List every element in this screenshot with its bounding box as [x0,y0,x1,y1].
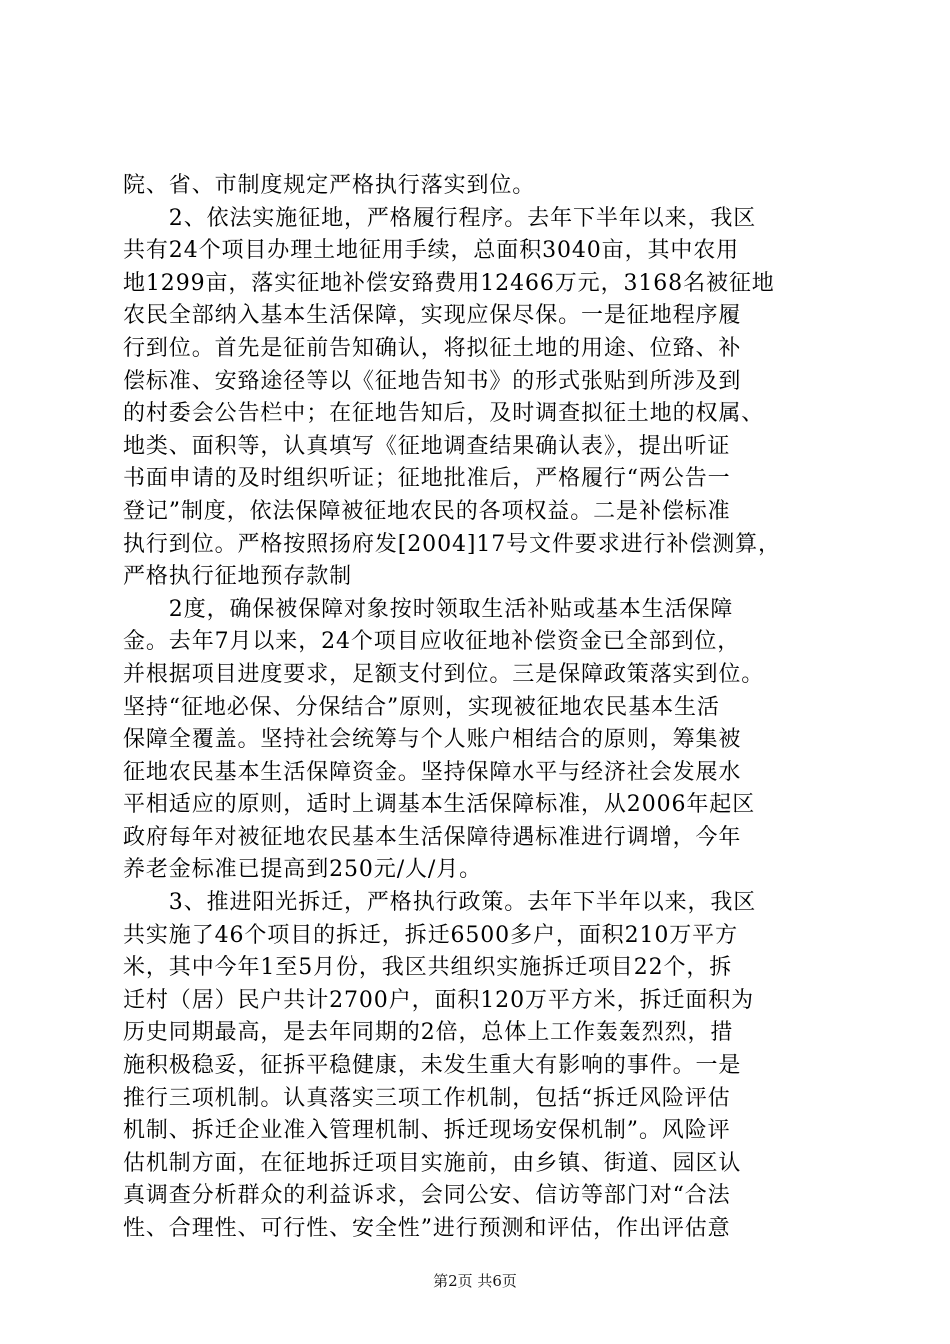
text-line: 机制、拆迁企业准入管理机制、拆迁现场安保机制”。风险评 [123,1118,731,1144]
text-line: 地类、面积等，认真填写《征地调查结果确认表》，提出听证 [123,433,731,459]
text-line: 地1299亩，落实征地补偿安臵费用12466万元，3168名被征地 [123,270,775,296]
text-line: 政府每年对被征地农民基本生活保障待遇标准进行调增，今年 [123,824,742,850]
text-line: 养老金标准已提高到250元/人/月。 [123,857,483,883]
text-line: 书面申请的及时组织听证；征地批准后，严格履行“两公告一 [123,466,731,492]
text-line: 真调查分析群众的利益诉求，会同公安、信访等部门对“合法 [123,1183,731,1209]
text-line: 3、推进阳光拆迁，严格执行政策。去年下半年以来，我区 [123,890,757,916]
text-line: 征地农民基本生活保障资金。坚持保障水平与经济社会发展水 [123,759,742,785]
text-line: 米，其中今年1至5月份，我区共组织实施拆迁项目22个，拆 [123,955,733,981]
text-line: 偿标准、安臵途径等以《征地告知书》的形式张贴到所涉及到 [123,368,742,394]
text-line: 历史同期最高，是去年同期的2倍，总体上工作轰轰烈烈，措 [123,1020,734,1046]
text-line: 2、依法实施征地，严格履行程序。去年下半年以来，我区 [123,205,757,231]
page-footer: 第2页 共6页 [433,1272,517,1290]
text-line: 并根据项目进度要求，足额支付到位。三是保障政策落实到位。 [123,661,765,687]
text-line: 院、省、市制度规定严格执行落实到位。 [123,173,536,198]
document-body [123,170,835,1246]
text-line: 坚持“征地必保、分保结合”原则，实现被征地农民基本生活 [123,694,720,720]
text-line: 执行到位。严格按照扬府发[2004]17号文件要求进行补偿测算， [123,531,781,557]
text-line: 共有24个项目办理土地征用手续，总面积3040亩，其中农用 [123,238,740,264]
text-line: 施积极稳妥，征拆平稳健康，未发生重大有影响的事件。一是 [123,1053,742,1079]
text-line: 平相适应的原则，适时上调基本生活保障标准，从2006年起区 [123,792,756,818]
text-line: 登记”制度，依法保障被征地农民的各项权益。二是补偿标准 [123,498,731,524]
text-line: 估机制方面，在征地拆迁项目实施前，由乡镇、街道、园区认 [123,1150,742,1176]
text-line: 性、合理性、可行性、安全性”进行预测和评估，作出评估意 [123,1216,731,1241]
text-line: 的村委会公告栏中；在征地告知后，及时调查拟征土地的权属、 [123,401,765,427]
text-line: 迁村（居）民户共计2700户，面积120万平方米，拆迁面积为 [123,987,754,1013]
text-line: 推行三项机制。认真落实三项工作机制，包括“拆迁风险评估 [123,1085,731,1111]
text-line: 2度，确保被保障对象按时领取生活补贴或基本生活保障 [123,596,734,622]
text-line: 严格执行征地预存款制 [123,564,353,590]
text-line: 行到位。首先是征前告知确认，将拟征土地的用途、位臵、补 [123,335,742,361]
text-line: 农民全部纳入基本生活保障，实现应保尽保。一是征地程序履 [123,303,742,329]
text-line: 金。去年7月以来，24个项目应收征地补偿资金已全部到位， [123,629,741,655]
text-line: 保障全覆盖。坚持社会统筹与个人账户相结合的原则，筹集被 [123,727,742,753]
text-line: 共实施了46个项目的拆迁，拆迁6500多户，面积210万平方 [123,922,738,948]
